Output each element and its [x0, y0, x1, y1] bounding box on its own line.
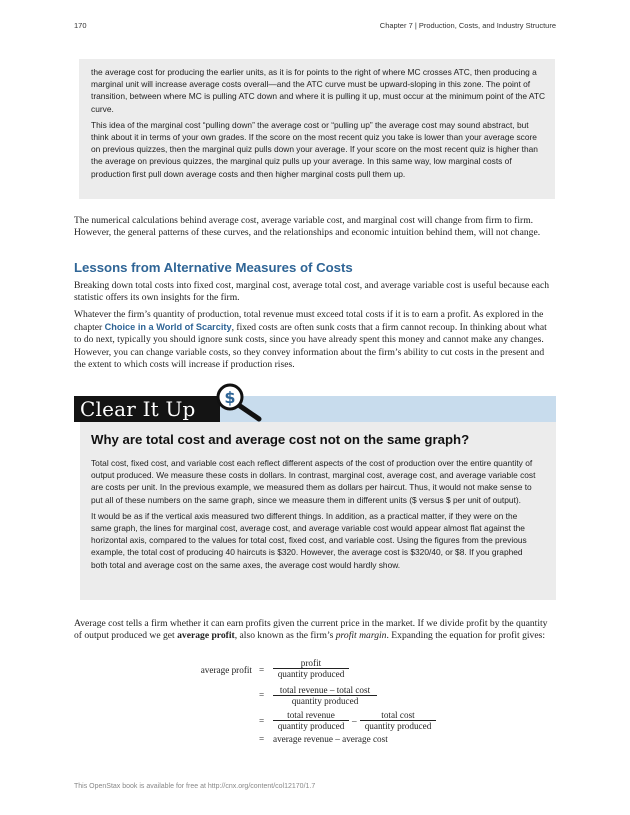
section-heading: Lessons from Alternative Measures of Costs	[74, 260, 353, 275]
denominator: quantity produced	[291, 696, 359, 706]
body-paragraph	[74, 309, 556, 371]
page-header	[74, 21, 556, 35]
body-paragraph: Breaking down total costs into fixed cost, marginal cost, average total cost, and average variable cost is useful because each statistic offers its own insights for the firm.	[74, 280, 550, 304]
continued-feature-box	[79, 59, 555, 199]
fraction	[273, 710, 349, 732]
denominator: quantity produced	[277, 721, 345, 731]
question-heading: Why are total cost and average cost not on the same graph?	[91, 432, 470, 447]
equation-final: average revenue – average cost	[273, 734, 388, 744]
page-number: 170	[74, 21, 87, 30]
fraction	[360, 710, 436, 732]
answer-paragraph: Total cost, fixed cost, and variable cost each reflect different aspects of the cost of production over the entire quantity of output produced. We measure these costs in dollars. In contrast, marginal cost, average cost, and average variable cost are costs per unit. In the previous example, we measured them as dollars per haircut. Thus, it would not make sense to put all of these numbers on the same graph, since we measure them in different units ($ versus $ per unit of output).	[91, 458, 536, 505]
banner-title: Clear It Up	[80, 397, 196, 421]
clear-it-up-banner	[74, 396, 556, 422]
numerator: profit	[273, 658, 349, 669]
body-paragraph: The numerical calculations behind average cost, average variable cost, and marginal cost will change from firm to firm. However, the general patterns of these curves, and the relationships and economic intuition behind them, will not change.	[74, 215, 541, 239]
numerator: total cost	[360, 710, 436, 721]
magnifier-dollar-icon	[212, 383, 264, 423]
numerator: total revenue	[273, 710, 349, 721]
chapter-link[interactable]: Choice in a World of Scarcity	[104, 322, 232, 333]
clear-it-up-box	[80, 422, 556, 600]
key-term: average profit	[177, 630, 235, 642]
equals-sign: =	[259, 690, 265, 700]
equals-sign: =	[259, 734, 265, 744]
text-run: , fixed costs are often sunk costs that a firm cannot recoup. In thinking about what to do next, typically you should ignore sunk costs, since you have already spent this money and cannot make any changes. However, you can change variable costs, so they convey information about the firm’s ability to cut costs in the present and the extent to which costs will increase if production rises.	[74, 322, 547, 370]
dollar-glyph: $	[224, 388, 236, 407]
text-run: Whatever the firm’s quantity of production, total revenue must exceed total costs if it is to earn a profit. As explored in the chapter	[74, 309, 544, 334]
feature-paragraph: This idea of the marginal cost “pulling down” the average cost or “pulling up” the average cost may sound abstract, but think about it in terms of your own grades. If the score on the most recent quiz you take is lower than your average score on previous quizzes, then the marginal quiz pulls down your average. If your score on the most recent quiz is higher than the average on previous quizzes, the marginal quiz pulls up your average. In this same way, low marginal costs of production first pull down average costs and then higher marginal costs pull them up.	[91, 119, 538, 179]
minus-sign: –	[352, 716, 357, 726]
denominator: quantity produced	[277, 669, 345, 679]
fraction	[273, 658, 349, 680]
equals-sign: =	[259, 716, 265, 726]
chapter-title: Chapter 7 | Production, Costs, and Industry Structure	[379, 21, 556, 30]
fraction	[273, 685, 377, 707]
equation-lhs: average profit	[200, 665, 252, 675]
key-term: profit margin	[335, 630, 387, 642]
denominator: quantity produced	[364, 721, 432, 731]
answer-paragraph: It would be as if the vertical axis measured two different things. In addition, as a practical matter, if they were on the same graph, the lines for marginal cost, average cost, and average variable cost would appear almost flat against the horizontal axis, compared to the values for total cost, fixed cost, and variable cost. Using the figures from the previous example, the total cost of producing 40 haircuts is $320. However, the average cost is $320/40, or $8. If you graphed both total and average cost on the same axes, the average cost would hardly show.	[91, 510, 527, 570]
body-paragraph	[74, 618, 556, 642]
feature-paragraph: the average cost for producing the earlier units, as it is for points to the right of where MC crosses ATC, then producing a marginal unit will increase average costs overall—and the ATC curve must be upward-sloping in this zone. The point of transition, between where MC is pulling ATC down and where it is pulling it up, must occur at the minimum point of the ATC curve.	[91, 67, 546, 114]
numerator: total revenue – total cost	[273, 685, 377, 696]
text-run: , also known as the firm’s	[234, 630, 336, 642]
text-run: Average cost tells a firm whether it can earn profits given the current price in the market. If we divide profit by the quantity of output produced we get	[74, 618, 548, 642]
page-footer: This OpenStax book is available for free at http://cnx.org/content/col12170/1.7	[74, 783, 316, 790]
text-run: . Expanding the equation for profit gives:	[386, 630, 546, 642]
equals-sign: =	[259, 665, 265, 675]
